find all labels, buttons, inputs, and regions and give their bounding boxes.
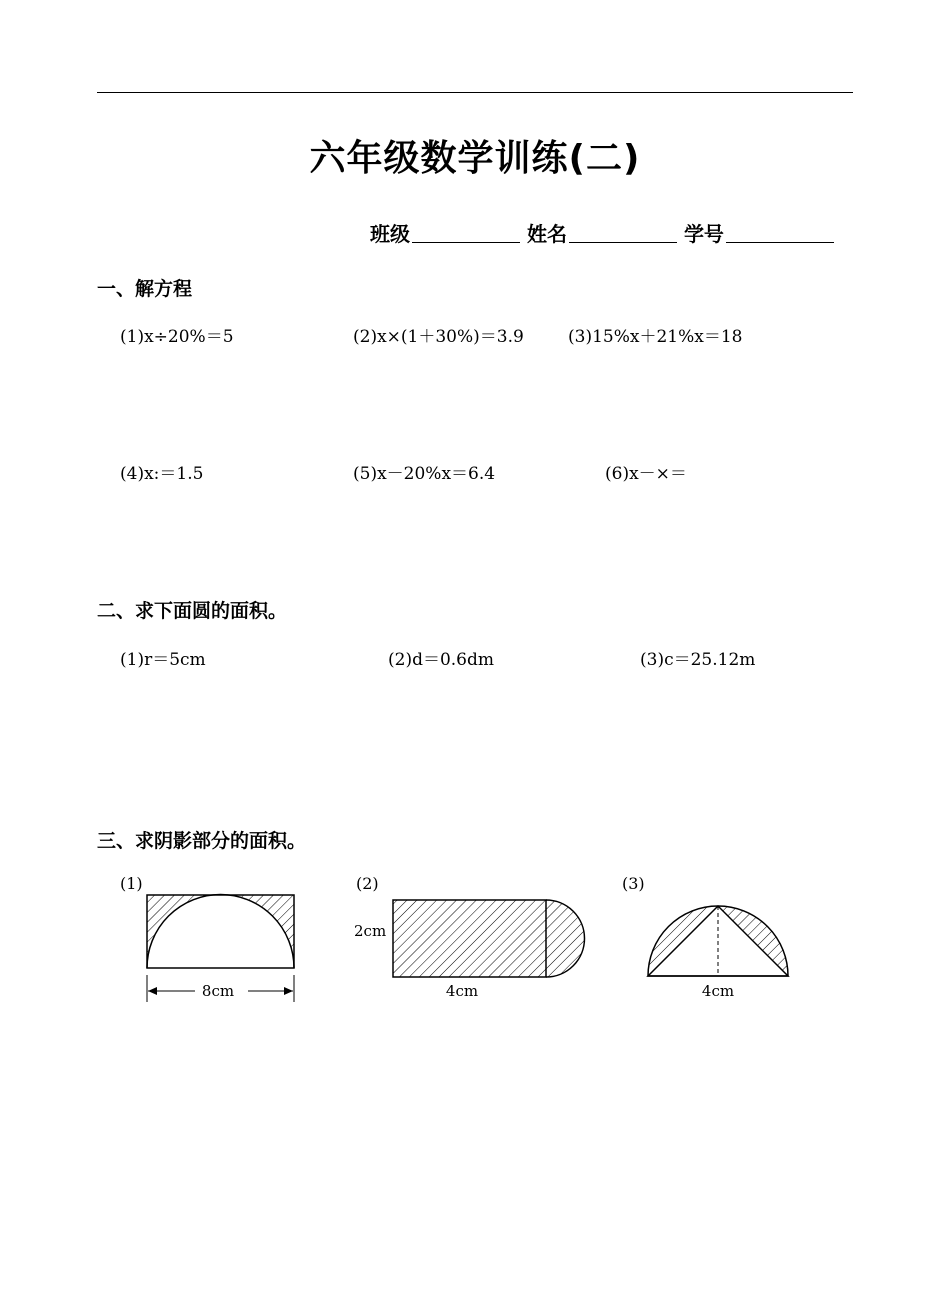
equation-5: (5)x－20%x＝6.4 <box>353 464 496 484</box>
equation-3: (3)15%x＋21%x＝18 <box>568 327 743 347</box>
equation-2: (2)x×(1＋30%)＝3.9 <box>353 327 524 347</box>
name-label: 姓名 <box>526 222 567 246</box>
class-label: 班级 <box>370 222 410 246</box>
circle-problem-1: (1)r＝5cm <box>120 650 206 670</box>
figure-2-height: 2cm <box>354 922 387 940</box>
figure-2-width: 4cm <box>445 982 479 1000</box>
equation-4: (4)x:＝1.5 <box>120 464 204 484</box>
figure-2 <box>354 900 585 1000</box>
equation-6: (6)x－×＝ <box>605 464 687 484</box>
figure-1-width: 8cm <box>201 982 235 1000</box>
figure-3 <box>640 900 800 1000</box>
page-title: 六年级数学训练(二) <box>309 138 641 179</box>
section3-heading: 三、求阴影部分的面积。 <box>97 830 307 852</box>
number-label: 学号 <box>683 222 724 246</box>
section1-heading: 一、解方程 <box>97 278 193 300</box>
circle-problem-3: (3)c＝25.12m <box>640 650 756 670</box>
circle-problem-2: (2)d＝0.6dm <box>388 650 495 670</box>
equation-1: (1)x÷20%＝5 <box>120 327 234 347</box>
figure-2-label: (2) <box>356 874 379 893</box>
figure-3-label: (3) <box>622 874 645 893</box>
figure-1-label: (1) <box>120 874 143 893</box>
section2-heading: 二、求下面圆的面积。 <box>97 600 288 622</box>
figure-1 <box>147 895 294 1003</box>
figure-3-width: 4cm <box>701 982 735 1000</box>
